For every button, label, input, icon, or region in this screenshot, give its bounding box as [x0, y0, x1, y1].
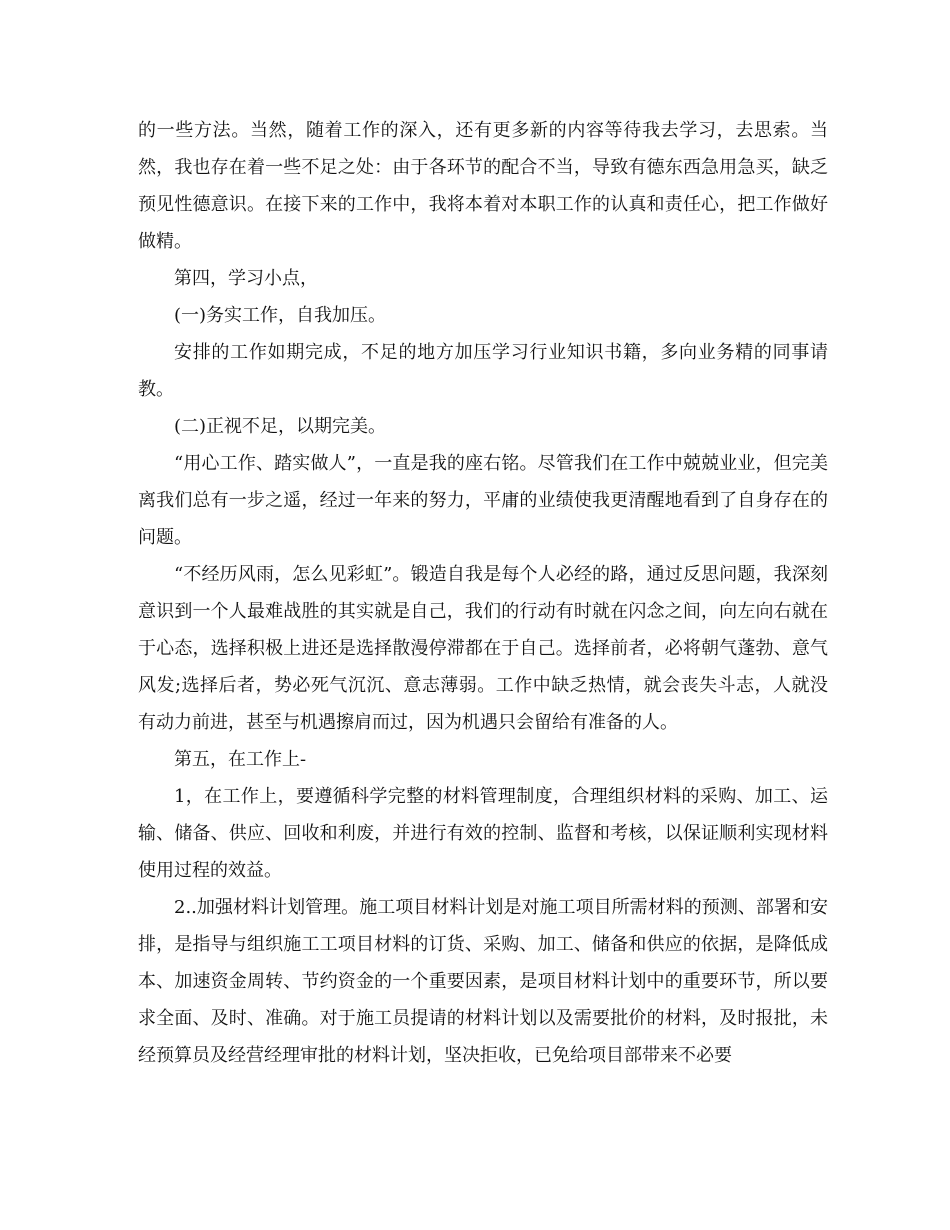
- paragraph: “不经历风雨，怎么见彩虹”。锻造自我是每个人必经的路，通过反思问题，我深刻意识到一个人最难战胜的其实就是自己，我们的行动有时就在闪念之间，向左向右就在于心态，选择积极上进还是选择散漫停滞都在于自己。选择前者，必将朝气蓬勃、意气风发;选择后者，势必死气沉沉、意志薄弱。工作中缺乏热情，就会丧失斗志，人就没有动力前进，甚至与机遇擦肩而过，因为机遇只会留给有准备的人。: [138, 564, 828, 733]
- section-heading-fifth: 第五，在工作上-: [174, 749, 307, 770]
- paragraph-continuation: 的一些方法。当然，随着工作的深入，还有更多新的内容等待我去学习，去思索。当然，我也存在着一些不足之处：由于各环节的配合不当，导致有德东西急用急买，缺乏预见性德意识。在接下来的工作中，我将本着对本职工作的认真和责任心，把工作做好做精。: [138, 120, 828, 252]
- document-body: [138, 112, 828, 1074]
- paragraph: 2..加强材料计划管理。施工项目材料计划是对施工项目所需材料的预测、部署和安排，是指导与组织施工工项目材料的订货、采购、加工、储备和供应的依据，是降低成本、加速资金周转、节约资金的一个重要因素，是项目材料计划中的重要环节，所以要求全面、及时、准确。对于施工员提请的材料计划以及需要批价的材料，及时报批，未经预算员及经营经理审批的材料计划，坚决拒收，已免给项目部带来不必要: [138, 897, 828, 1066]
- paragraph: “用心工作、踏实做人”，一直是我的座右铭。尽管我们在工作中兢兢业业，但完美离我们总有一步之遥，经过一年来的努力，平庸的业绩使我更清醒地看到了自身存在的问题。: [138, 453, 828, 548]
- section-heading-fourth: 第四，学习小点，: [174, 268, 318, 289]
- subheading-one: (一)务实工作，自我加压。: [174, 305, 387, 326]
- paragraph: 1，在工作上，要遵循科学完整的材料管理制度，合理组织材料的采购、加工、运输、储备、供应、回收和利废，并进行有效的控制、监督和考核，以保证顺利实现材料使用过程的效益。: [138, 786, 828, 881]
- subheading-two: (二)正视不足，以期完美。: [174, 416, 387, 437]
- paragraph: 安排的工作如期完成，不足的地方加压学习行业知识书籍，多向业务精的同事请教。: [138, 342, 828, 400]
